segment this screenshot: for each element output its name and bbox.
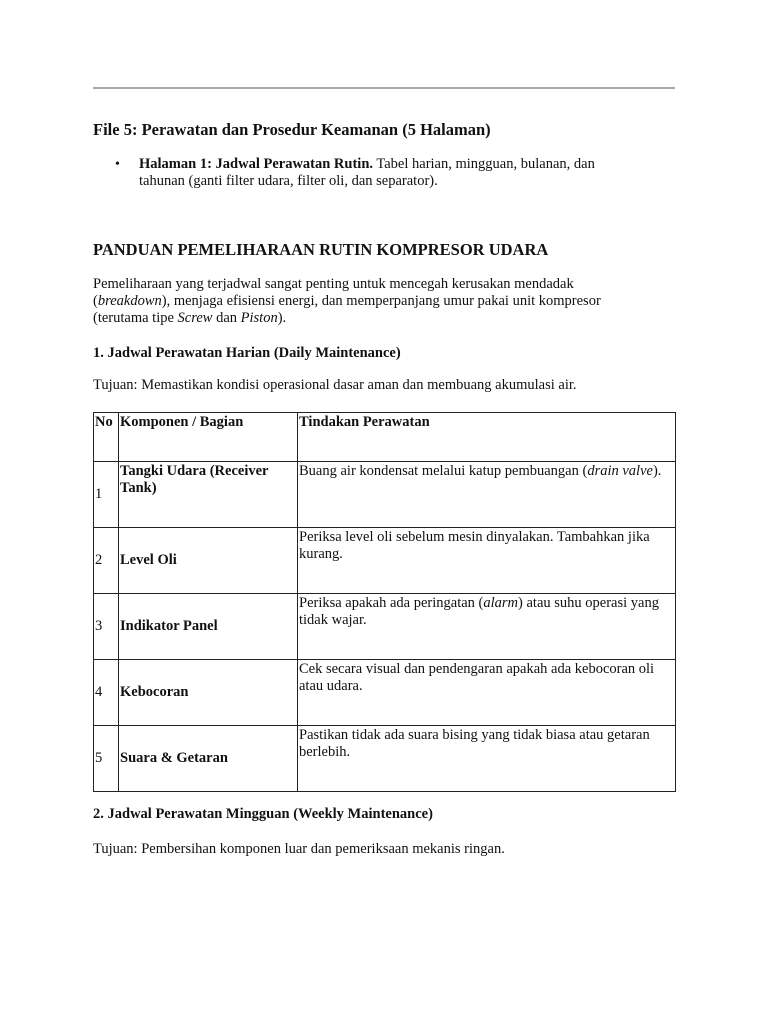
row-action-text: Buang air kondensat melalui katup pembuangan (	[299, 463, 588, 479]
daily-section-title: 1. Jadwal Perawatan Harian (Daily Maintenance)	[93, 345, 401, 361]
row-action-italic: drain valve	[587, 463, 653, 479]
table-row	[94, 726, 676, 792]
row-action-italic: alarm	[483, 595, 519, 611]
intro-paragraph	[93, 276, 653, 327]
row-action-text-end: ).	[652, 463, 662, 479]
row-component: Tangki Udara (Receiver Tank)	[119, 462, 298, 528]
row-action-text: Cek secara visual dan pendengaran apakah ada kebocoran oli atau udara.	[299, 661, 655, 694]
row-action	[298, 726, 676, 792]
intro-text-1: Pemeliharaan yang terjadwal sangat penting untuk mencegah kerusakan mendadak (	[93, 276, 574, 309]
table-row	[94, 528, 676, 594]
weekly-purpose: Tujuan: Pembersihan komponen luar dan pemeriksaan mekanis ringan.	[93, 841, 505, 857]
row-action	[298, 594, 676, 660]
bullet-bold-text: Halaman 1: Jadwal Perawatan Rutin.	[139, 156, 374, 172]
intro-text-3: dan	[212, 310, 241, 326]
daily-maintenance-table	[93, 412, 676, 792]
table-header-row	[94, 413, 676, 462]
row-action	[298, 462, 676, 528]
row-component: Indikator Panel	[119, 594, 298, 660]
intro-italic-2: Screw	[177, 310, 213, 326]
row-action-text: Periksa apakah ada peringatan (	[299, 595, 484, 611]
daily-purpose: Tujuan: Memastikan kondisi operasional dasar aman dan membuang akumulasi air.	[93, 377, 577, 393]
table-row	[94, 660, 676, 726]
intro-italic-1: breakdown	[97, 293, 162, 309]
bullet-list	[93, 156, 675, 190]
horizontal-rule	[93, 87, 675, 89]
bullet-text: Tabel harian, mingguan, bulanan, dan tahunan (ganti filter udara, filter oli, dan separator).	[139, 156, 595, 189]
intro-text-2: ), menjaga efisiensi energi, dan memperpanjang umur pakai unit kompresor (terutama tipe	[93, 293, 601, 326]
row-number: 1	[94, 462, 119, 528]
header-no: No	[94, 413, 119, 462]
guide-title: PANDUAN PEMELIHARAAN RUTIN KOMPRESOR UDARA	[93, 240, 549, 259]
intro-text-4: ).	[277, 310, 287, 326]
row-action-text: Pastikan tidak ada suara bising yang tidak biasa atau getaran berlebih.	[299, 727, 650, 760]
row-action-text: Periksa level oli sebelum mesin dinyalakan. Tambahkan jika kurang.	[299, 529, 650, 562]
row-number: 2	[94, 528, 119, 594]
row-number: 3	[94, 594, 119, 660]
table-row	[94, 462, 676, 528]
row-action	[298, 528, 676, 594]
header-component: Komponen / Bagian	[119, 413, 298, 462]
row-action-text-end: ) atau suhu operasi yang tidak wajar.	[299, 595, 659, 628]
bullet-icon: •	[115, 157, 120, 172]
row-component: Suara & Getaran	[119, 726, 298, 792]
table-row	[94, 594, 676, 660]
bullet-item	[93, 156, 639, 190]
row-component: Kebocoran	[119, 660, 298, 726]
intro-italic-3: Piston	[240, 310, 278, 326]
weekly-section-title: 2. Jadwal Perawatan Mingguan (Weekly Maintenance)	[93, 806, 433, 822]
header-action: Tindakan Perawatan	[298, 413, 676, 462]
row-number: 5	[94, 726, 119, 792]
row-number: 4	[94, 660, 119, 726]
file-title: File 5: Perawatan dan Prosedur Keamanan (5 Halaman)	[93, 120, 491, 139]
row-action	[298, 660, 676, 726]
row-component: Level Oli	[119, 528, 298, 594]
